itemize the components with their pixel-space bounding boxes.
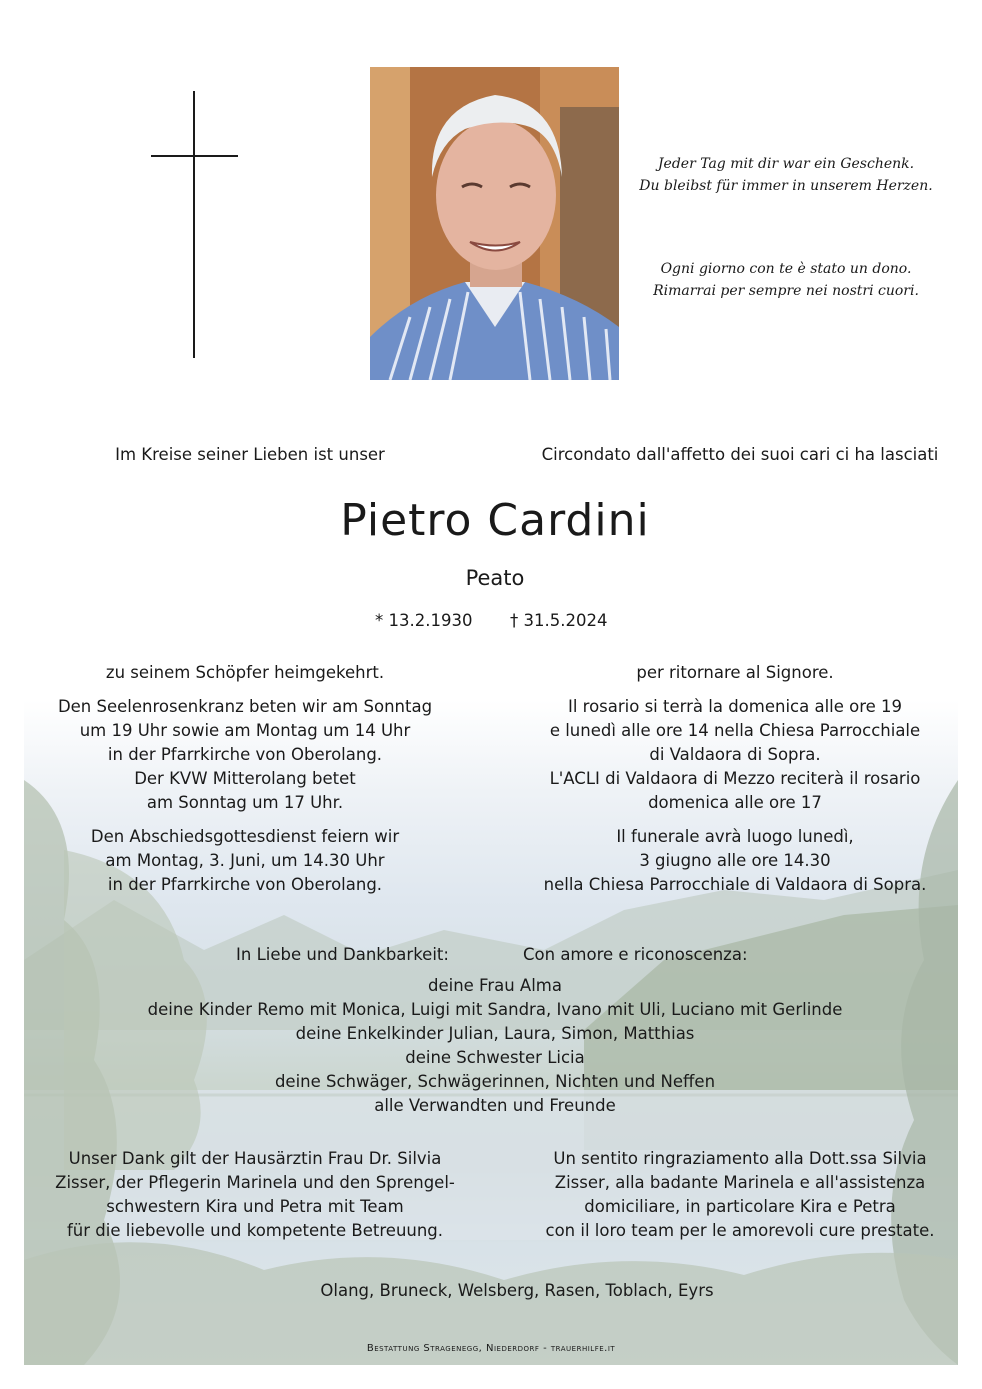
outro-german: zu seinem Schöpfer heimgekehrt. xyxy=(105,663,385,682)
text-line: am Montag, 3. Juni, um 14.30 Uhr xyxy=(105,851,385,870)
text-line: Zisser, der Pflegerin Marinela und den Sprengel- xyxy=(55,1173,455,1192)
quote-line: Du bleibst für immer in unserem Herzen. xyxy=(639,178,933,194)
footer-undertaker: Bestattung Stragenegg, Niederdorf - trauerhilfe.it xyxy=(366,1343,616,1354)
text-line: in der Pfarrkirche von Oberolang. xyxy=(107,875,383,894)
list-item: deine Enkelkinder Julian, Laura, Simon, Matthias xyxy=(295,1024,695,1043)
text-line: für die liebevolle und kompetente Betreuung. xyxy=(66,1221,444,1240)
intro-german: Im Kreise seiner Lieben ist unser xyxy=(115,445,385,464)
cross-horizontal xyxy=(151,155,238,157)
rosary-german xyxy=(40,695,450,815)
intro-italian: Circondato dall'affetto dei suoi cari ci ha lasciati xyxy=(541,445,939,464)
quote-line: Ogni giorno con te è stato un dono. xyxy=(660,261,912,277)
text-line: schwestern Kira und Petra mit Team xyxy=(106,1197,404,1216)
thanks-german xyxy=(40,1147,470,1243)
list-item: deine Schwäger, Schwägerinnen, Nichten und Neffen xyxy=(274,1072,716,1091)
cross-vertical xyxy=(193,91,195,358)
list-item: deine Frau Alma xyxy=(427,976,562,995)
text-line: 3 giugno alle ore 14.30 xyxy=(639,851,831,870)
text-line: um 19 Uhr sowie am Montag um 14 Uhr xyxy=(79,721,411,740)
text-line: Zisser, alla badante Marinela e all'assistenza xyxy=(554,1173,926,1192)
quote-german xyxy=(621,153,951,197)
outro-italian: per ritornare al Signore. xyxy=(636,663,834,682)
text-line: e lunedì alle ore 14 nella Chiesa Parrocchiale xyxy=(549,721,921,740)
list-item: alle Verwandten und Freunde xyxy=(374,1096,616,1115)
portrait-photo xyxy=(370,67,619,380)
deceased-nickname: Peato xyxy=(465,566,525,590)
text-line: di Valdaora di Sopra. xyxy=(649,745,821,764)
birth-date: * 13.2.1930 xyxy=(375,611,473,630)
funeral-german xyxy=(40,825,450,897)
places: Olang, Bruneck, Welsberg, Rasen, Toblach, Eyrs xyxy=(320,1281,714,1300)
text-line: domenica alle ore 17 xyxy=(648,793,822,812)
text-line: Un sentito ringraziamento alla Dott.ssa Silvia xyxy=(553,1149,927,1168)
quote-line: Jeder Tag mit dir war ein Geschenk. xyxy=(657,156,915,172)
deceased-name: Pietro Cardini xyxy=(340,495,650,546)
list-item: deine Kinder Remo mit Monica, Luigi mit Sandra, Ivano mit Uli, Luciano mit Gerlinde xyxy=(147,1000,843,1019)
mourners-heading-german: In Liebe und Dankbarkeit: xyxy=(236,945,449,964)
text-line: Der KVW Mitterolang betet xyxy=(134,769,356,788)
text-line: domiciliare, in particolare Kira e Petra xyxy=(584,1197,896,1216)
thanks-italian xyxy=(520,1147,960,1243)
text-line: am Sonntag um 17 Uhr. xyxy=(146,793,344,812)
text-line: Il funerale avrà luogo lunedì, xyxy=(616,827,854,846)
list-item: deine Schwester Licia xyxy=(405,1048,585,1067)
quote-line: Rimarrai per sempre nei nostri cuori. xyxy=(653,283,919,299)
text-line: L'ACLI di Valdaora di Mezzo reciterà il rosario xyxy=(549,769,921,788)
mourners-heading-italian: Con amore e riconoscenza: xyxy=(523,945,748,964)
text-line: con il loro team per le amorevoli cure prestate. xyxy=(545,1221,935,1240)
text-line: nella Chiesa Parrocchiale di Valdaora di Sopra. xyxy=(543,875,927,894)
text-line: in der Pfarrkirche von Oberolang. xyxy=(107,745,383,764)
text-line: Il rosario si terrà la domenica alle ore 19 xyxy=(567,697,903,716)
death-date: † 31.5.2024 xyxy=(510,611,608,630)
text-line: Den Abschiedsgottesdienst feiern wir xyxy=(90,827,400,846)
mourners-list xyxy=(0,974,982,1118)
rosary-italian xyxy=(530,695,940,815)
quote-italian xyxy=(621,258,951,302)
text-line: Unser Dank gilt der Hausärztin Frau Dr. Silvia xyxy=(68,1149,442,1168)
funeral-italian xyxy=(530,825,940,897)
text-line: Den Seelenrosenkranz beten wir am Sonntag xyxy=(57,697,433,716)
